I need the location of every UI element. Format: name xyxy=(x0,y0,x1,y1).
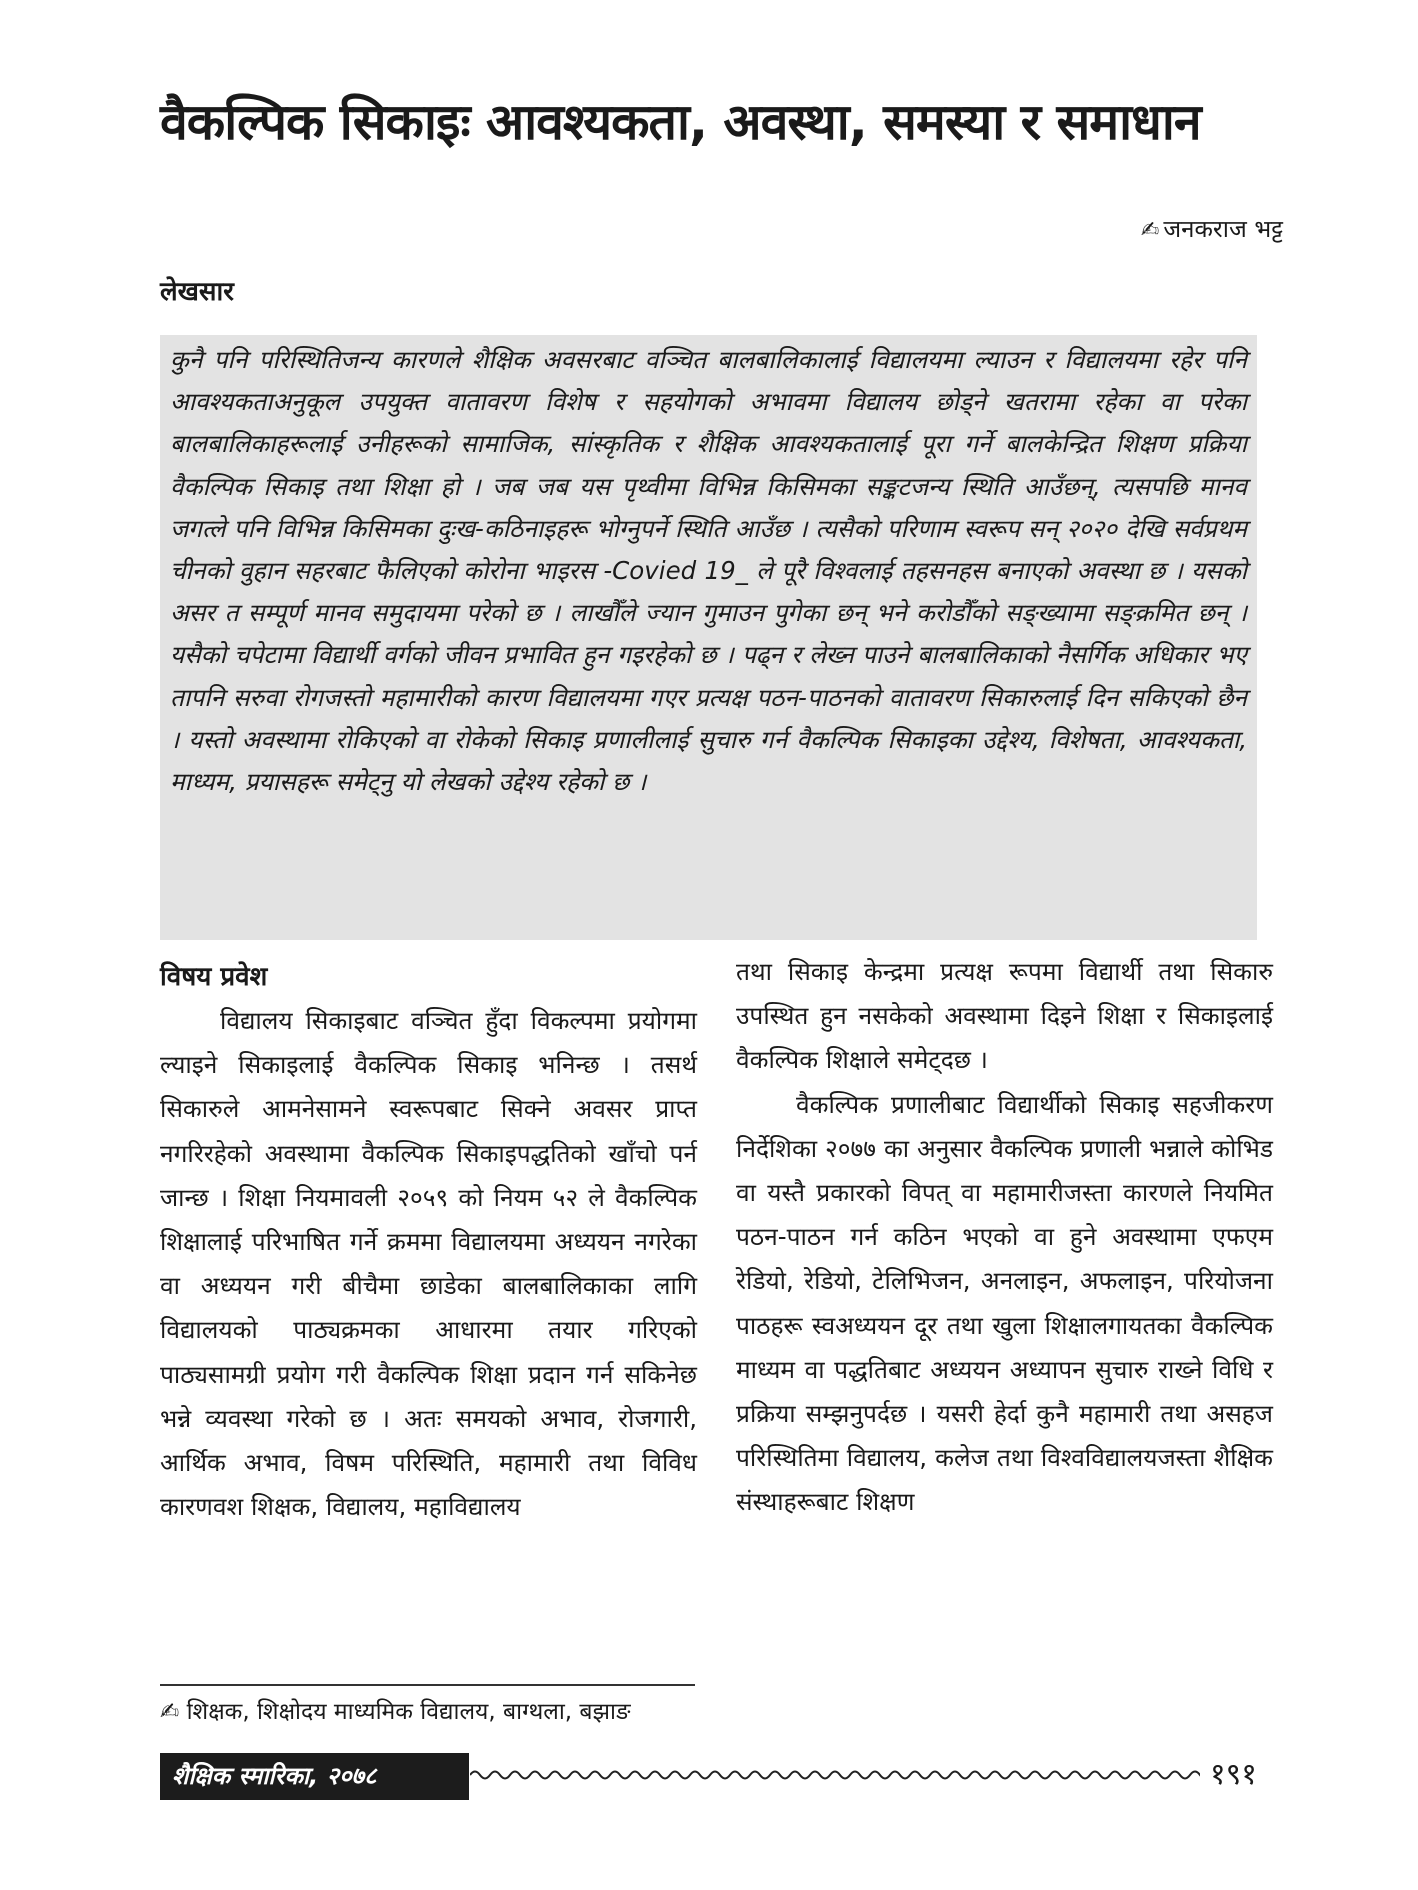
right-paragraph-2: वैकल्पिक प्रणालीबाट विद्यार्थीको सिकाइ सहजीकरण निर्देशिका २०७७ का अनुसार वैकल्पिक प्रणाली भन्नाले कोभिड वा यस्तै प्रकारको विपत् वा महामारीजस्ता कारणले नियमित पठन-पाठन गर्न कठिन भएको वा हुने अवस्थामा एफएम रेडियो, रेडियो, टेलिभिजन, अनलाइन, अफलाइन, परियोजना पाठहरू स्वअध्ययन दूर तथा खुला शिक्षालगायतका वैकल्पिक माध्यम वा पद्धतिबाट अध्ययन अध्यापन सुचारु राख्ने विधि र प्रक्रिया सम्झनुपर्दछ । यसरी हेर्दा कुनै महामारी तथा असहज परिस्थितिमा विद्यालय, कलेज तथा विश्वविद्यालयजस्ता शैक्षिक संस्थाहरूबाट शिक्षण xyxy=(736,1089,1273,1517)
abstract-heading: लेखसार xyxy=(160,277,234,307)
footnote-divider xyxy=(160,1684,695,1686)
abstract-box xyxy=(160,335,1257,940)
footnote xyxy=(160,1694,631,1726)
pen-icon: ✍ xyxy=(160,1699,187,1725)
abstract-text: कुनै पनि परिस्थितिजन्य कारणले शैक्षिक अवसरबाट वञ्चित बालबालिकालाई विद्यालयमा ल्याउन र विद्यालयमा रहेर पनि आवश्यकताअनुकूल उपयुक्त वातावरण विशेष र सहयोगको अभावमा विद्यालय छोड्ने खतरामा रहेका वा परेका बालबालिकाहरूलाई उनीहरूको सामाजिक, सांस्कृतिक र शैक्षिक आवश्यकतालाई पूरा गर्ने बालकेन्द्रित शिक्षण प्रक्रिया वैकल्पिक सिकाइ तथा शिक्षा हो । जब जब यस पृथ्वीमा विभिन्न किसिमका सङ्कटजन्य स्थिति आउँछन्, त्यसपछि मानव जगत्ले पनि विभिन्न किसिमका दुःख-कठिनाइहरू भोग्नुपर्ने स्थिति आउँछ । त्यसैको परिणाम स्वरूप सन् २०२० देखि सर्वप्रथम चीनको वुहान सहरबाट फैलिएको कोरोना भाइरस -Covied 19_ ले पूरै विश्वलाई तहसनहस बनाएको अवस्था छ । यसको असर त सम्पूर्ण मानव समुदायमा परेको छ । लाखौँले ज्यान गुमाउन पुगेका छन् भने करोडौँको सङ्ख्यामा सङ्क्रमित छन् । यसैको चपेटामा विद्यार्थी वर्गको जीवन प्रभावित हुन गइरहेको छ । पढ्न र लेख्न पाउने बालबालिकाको नैसर्गिक अधिकार भए तापनि सरुवा रोगजस्तो महामारीको कारण विद्यालयमा गएर प्रत्यक्ष पठन-पाठनको वातावरण सिकारुलाई दिन सकिएको छैन । यस्तो अवस्थामा रोकिएको वा रोकेको सिकाइ प्रणालीलाई सुचारु गर्न वैकल्पिक सिकाइका उद्देश्य, विशेषता, आवश्यकता, माध्यम, प्रयासहरू समेट्नु यो लेखको उद्देश्य रहेको छ । xyxy=(170,345,1247,797)
author-byline xyxy=(1141,212,1283,245)
article-title: वैकल्पिक सिकाइः आवश्यकता, अवस्था, समस्या र समाधान xyxy=(160,93,1201,151)
wave-divider xyxy=(470,1760,1200,1790)
right-column xyxy=(736,950,1273,1525)
right-paragraph-1: तथा सिकाइ केन्द्रमा प्रत्यक्ष रूपमा विद्यार्थी तथा सिकारु उपस्थित हुन नसकेको अवस्थामा दिइने शिक्षा र सिकाइलाई वैकल्पिक शिक्षाले समेट्दछ । xyxy=(736,957,1273,1075)
publication-label: शैक्षिक स्मारिका, २०७८ xyxy=(160,1753,469,1800)
pen-icon: ✍ xyxy=(1140,218,1160,243)
author-name: जनकराज भट्ट xyxy=(1163,215,1283,243)
section-heading: विषय प्रवेश xyxy=(160,962,268,992)
page-number: १९१ xyxy=(1210,1757,1257,1792)
footnote-text: शिक्षक, शिक्षोदय माध्यमिक विद्यालय, बाग्थला, बझाङ xyxy=(186,1699,631,1725)
left-paragraph: विद्यालय सिकाइबाट वञ्चित हुँदा विकल्पमा प्रयोगमा ल्याइने सिकाइलाई वैकल्पिक सिकाइ भनिन्छ । तसर्थ सिकारुले आमनेसामने स्वरूपबाट सिक्ने अवसर प्राप्त नगरिरहेको अवस्थामा वैकल्पिक सिकाइपद्धतिको खाँचो पर्न जान्छ । शिक्षा नियमावली २०५९ को नियम ५२ ले वैकल्पिक शिक्षालाई परिभाषित गर्ने क्रममा विद्यालयमा अध्ययन नगरेका वा अध्ययन गरी बीचैमा छाडेका बालबालिकाका लागि विद्यालयको पाठ्यक्रमका आधारमा तयार गरिएको पाठ्यसामग्री प्रयोग गरी वैकल्पिक शिक्षा प्रदान गर्न सकिनेछ भन्ने व्यवस्था गरेको छ । अतः समयको अभाव, रोजगारी, आर्थिक अभाव, विषम परिस्थिति, महामारी तथा विविध कारणवश शिक्षक, विद्यालय, महाविद्यालय xyxy=(160,1006,697,1522)
left-column xyxy=(160,955,697,1529)
